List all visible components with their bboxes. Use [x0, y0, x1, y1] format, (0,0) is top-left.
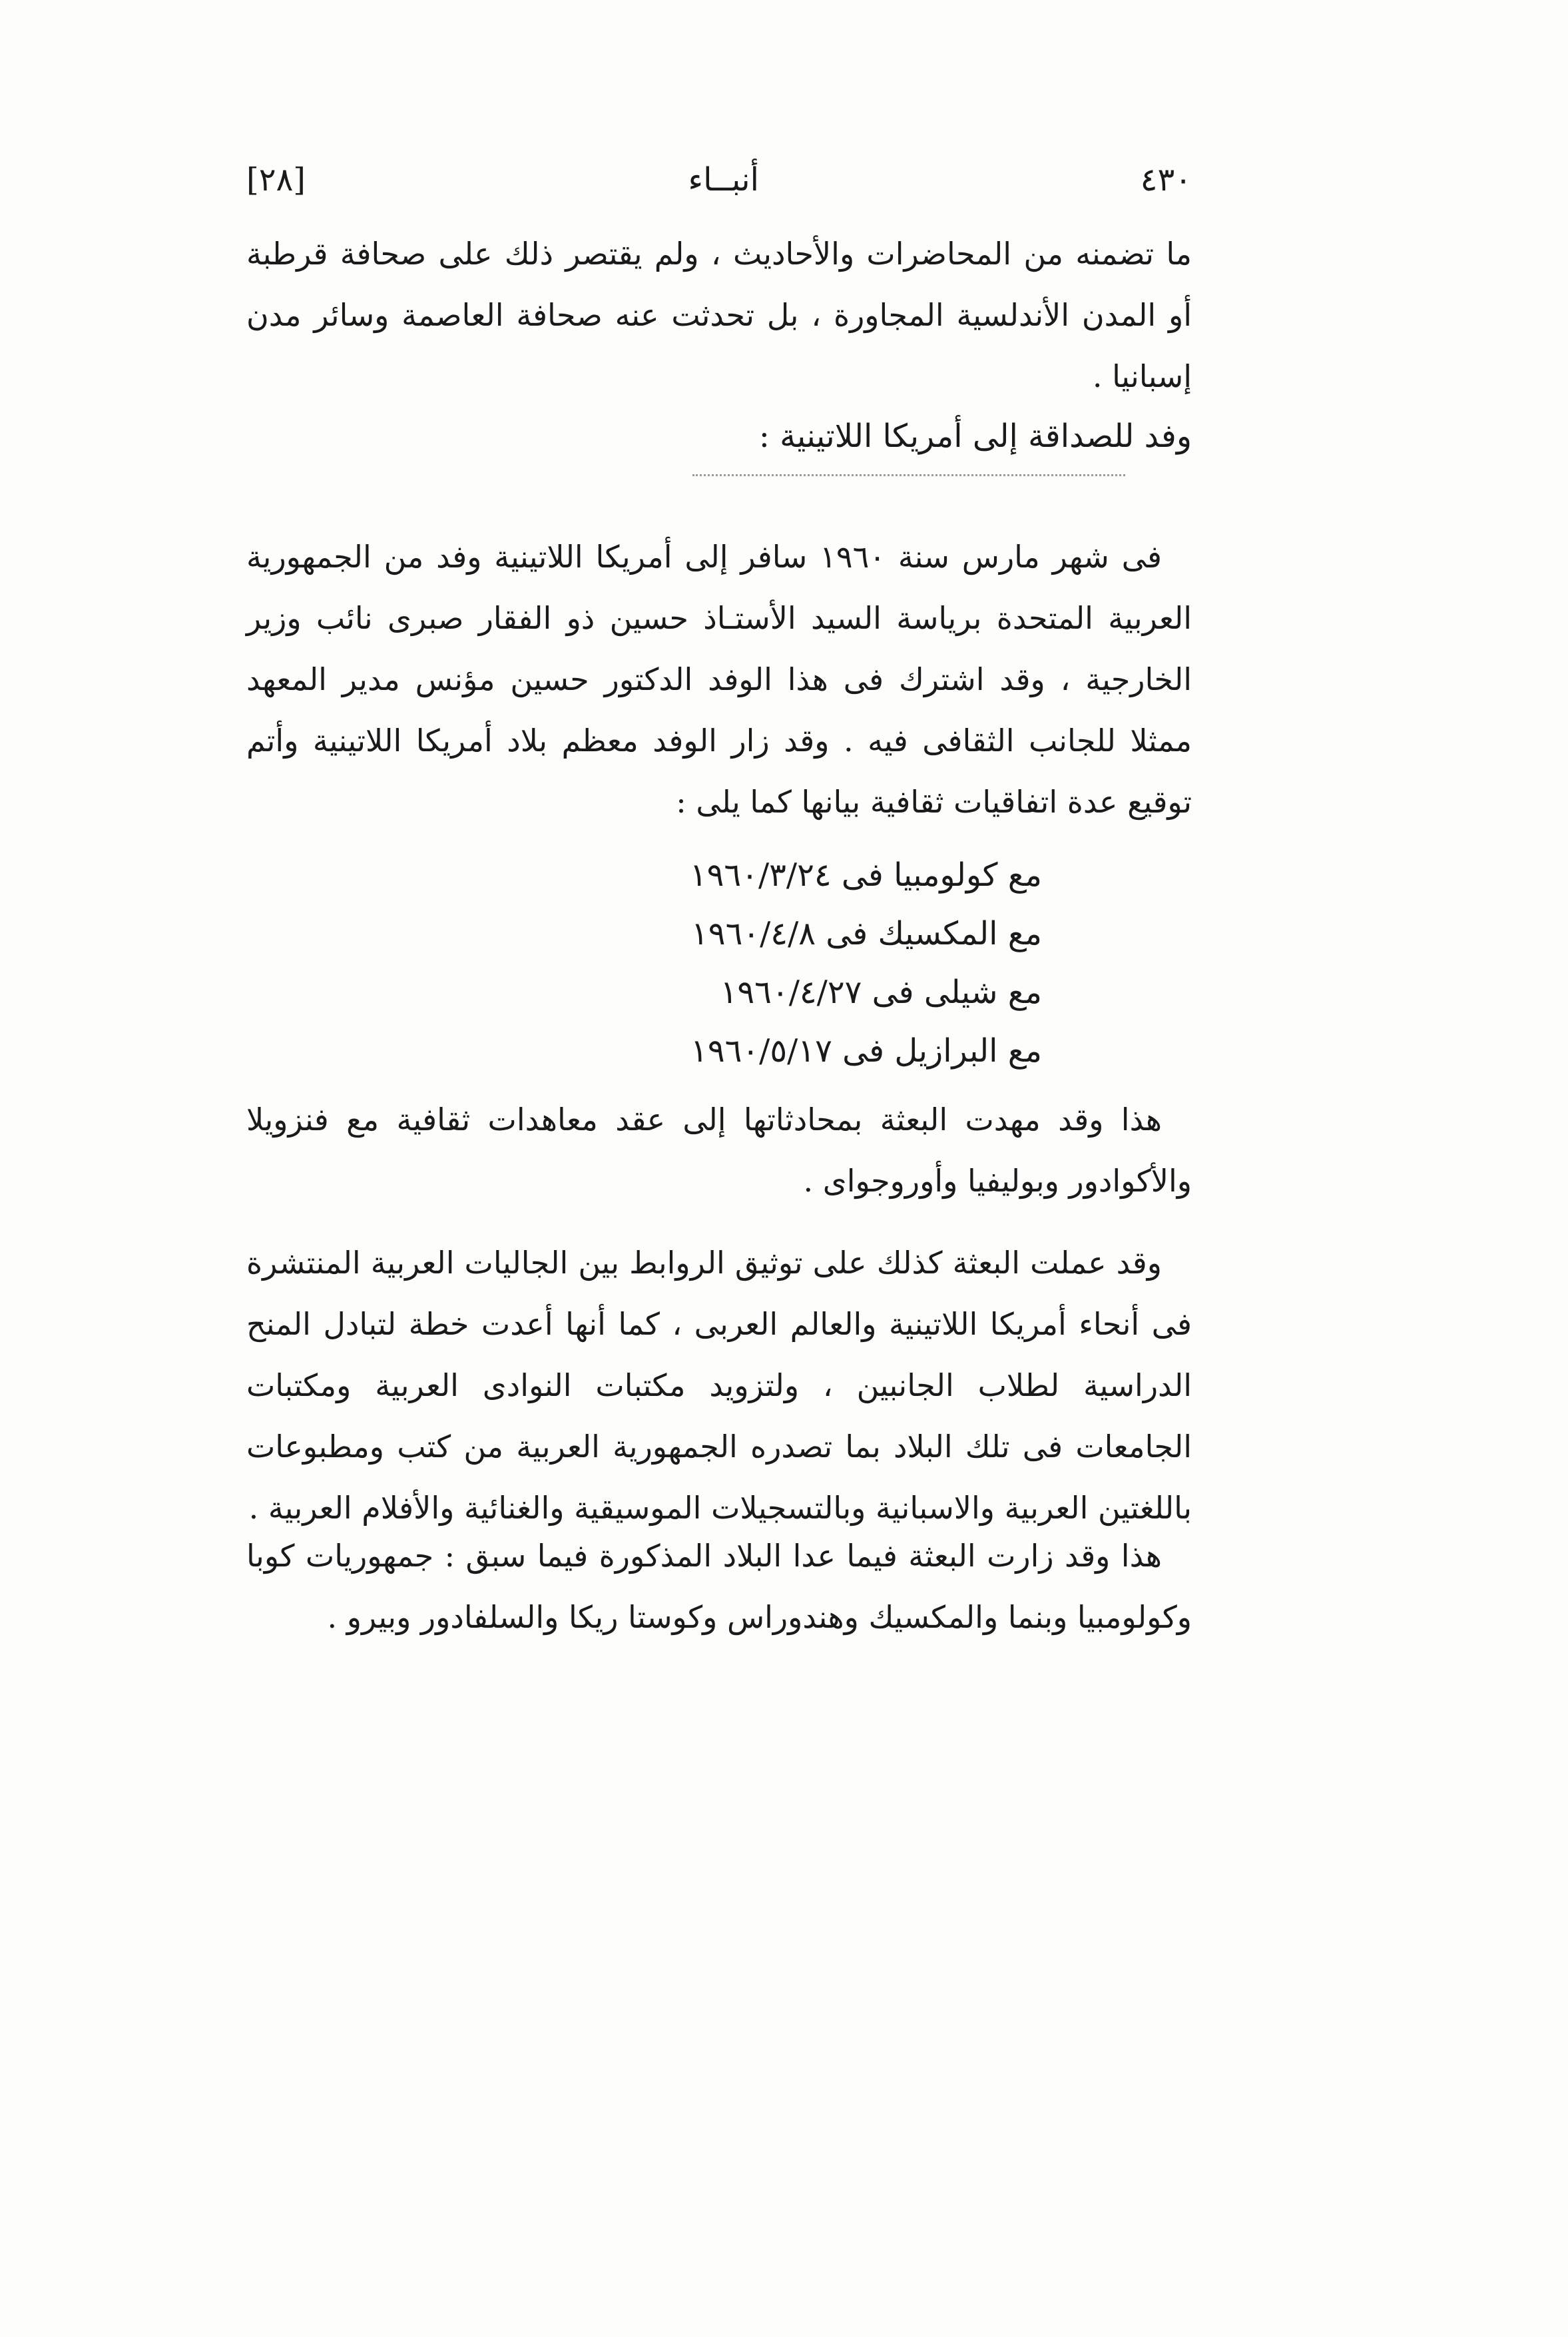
- ties-paragraph: وقد عملت البعثة كذلك على توثيق الروابط بين الجاليات العربية المنتشرة فى أنحاء أمريكا اللاتينية والعالم العربى ، كما أنها أعدت خطة لتبادل المنح الدراسية لطلاب الجانبين ، ولتزويد مكتبات النوادى العربية ومكتبات الجامعات فى تلك البلاد بما تصدره الجمهورية العربية من كتب ومطبوعات باللغتين العربية والاسبانية وبالتسجيلات الموسيقية والغنائية والأفلام العربية .: [246, 1245, 1192, 1526]
- intro-paragraph: ما تضمنه من المحاضرات والأحاديث ، ولم يقتصر ذلك على صحافة قرطبة أو المدن الأندلسية المجاورة ، بل تحدثت عنه صحافة العاصمة وسائر مدن إسبانيا .: [246, 236, 1192, 394]
- agreement-item: مع شيلى فى ١٩٦٠/٤/٢٧: [720, 974, 1042, 1011]
- ties-text-block: [246, 1232, 1192, 1538]
- treaties-paragraph: هذا وقد مهدت البعثة بمحادثاتها إلى عقد معاهدات ثقافية مع فنزويلا والأكوادور وبوليفيا وأوروجواى .: [246, 1102, 1192, 1199]
- section-heading: وفد للصداقة إلى أمريكا اللاتينية :: [758, 418, 1192, 455]
- mission-paragraph: فى شهر مارس سنة ١٩٦٠ سافر إلى أمريكا اللاتينية وفد من الجمهورية العربية المتحدة برياسة السيد الأستـاذ حسين ذو الفقار صبرى نائب وزير الخارجية ، وقد اشترك فى هذا الوفد الدكتور حسين مؤنس مدير المعهد ممثلا للجانب الثقافى فيه . وقد زار الوفد معظم بلاد أمريكا اللاتينية وأتم توقيع عدة اتفاقيات ثقافية بيانها كما يلى :: [246, 539, 1192, 820]
- section-number: [٢٨]: [246, 161, 306, 198]
- agreement-item: مع البرازيل فى ١٩٦٠/٥/١٧: [690, 1032, 1042, 1070]
- visits-paragraph: هذا وقد زارت البعثة فيما عدا البلاد المذكورة فيما سبق : جمهوريات كوبا وكولومبيا وبنما والمكسيك وهندوراس وكوستا ريكا والسلفادور وبيرو .: [246, 1538, 1192, 1635]
- heading-underline: [692, 474, 1125, 476]
- treaties-text-block: [246, 1089, 1192, 1211]
- running-title: أنبــاء: [688, 161, 759, 198]
- mission-text-block: [246, 526, 1192, 833]
- agreement-item: مع كولومبيا فى ١٩٦٠/٣/٢٤: [689, 856, 1042, 894]
- agreements-list: [690, 846, 1042, 1080]
- agreement-item: مع المكسيك فى ١٩٦٠/٤/٨: [691, 915, 1042, 952]
- page-header: [246, 157, 1192, 210]
- page-number: ٤٣٠: [1140, 161, 1192, 198]
- visits-text-block: [246, 1525, 1192, 1648]
- intro-text-block: [246, 223, 1192, 407]
